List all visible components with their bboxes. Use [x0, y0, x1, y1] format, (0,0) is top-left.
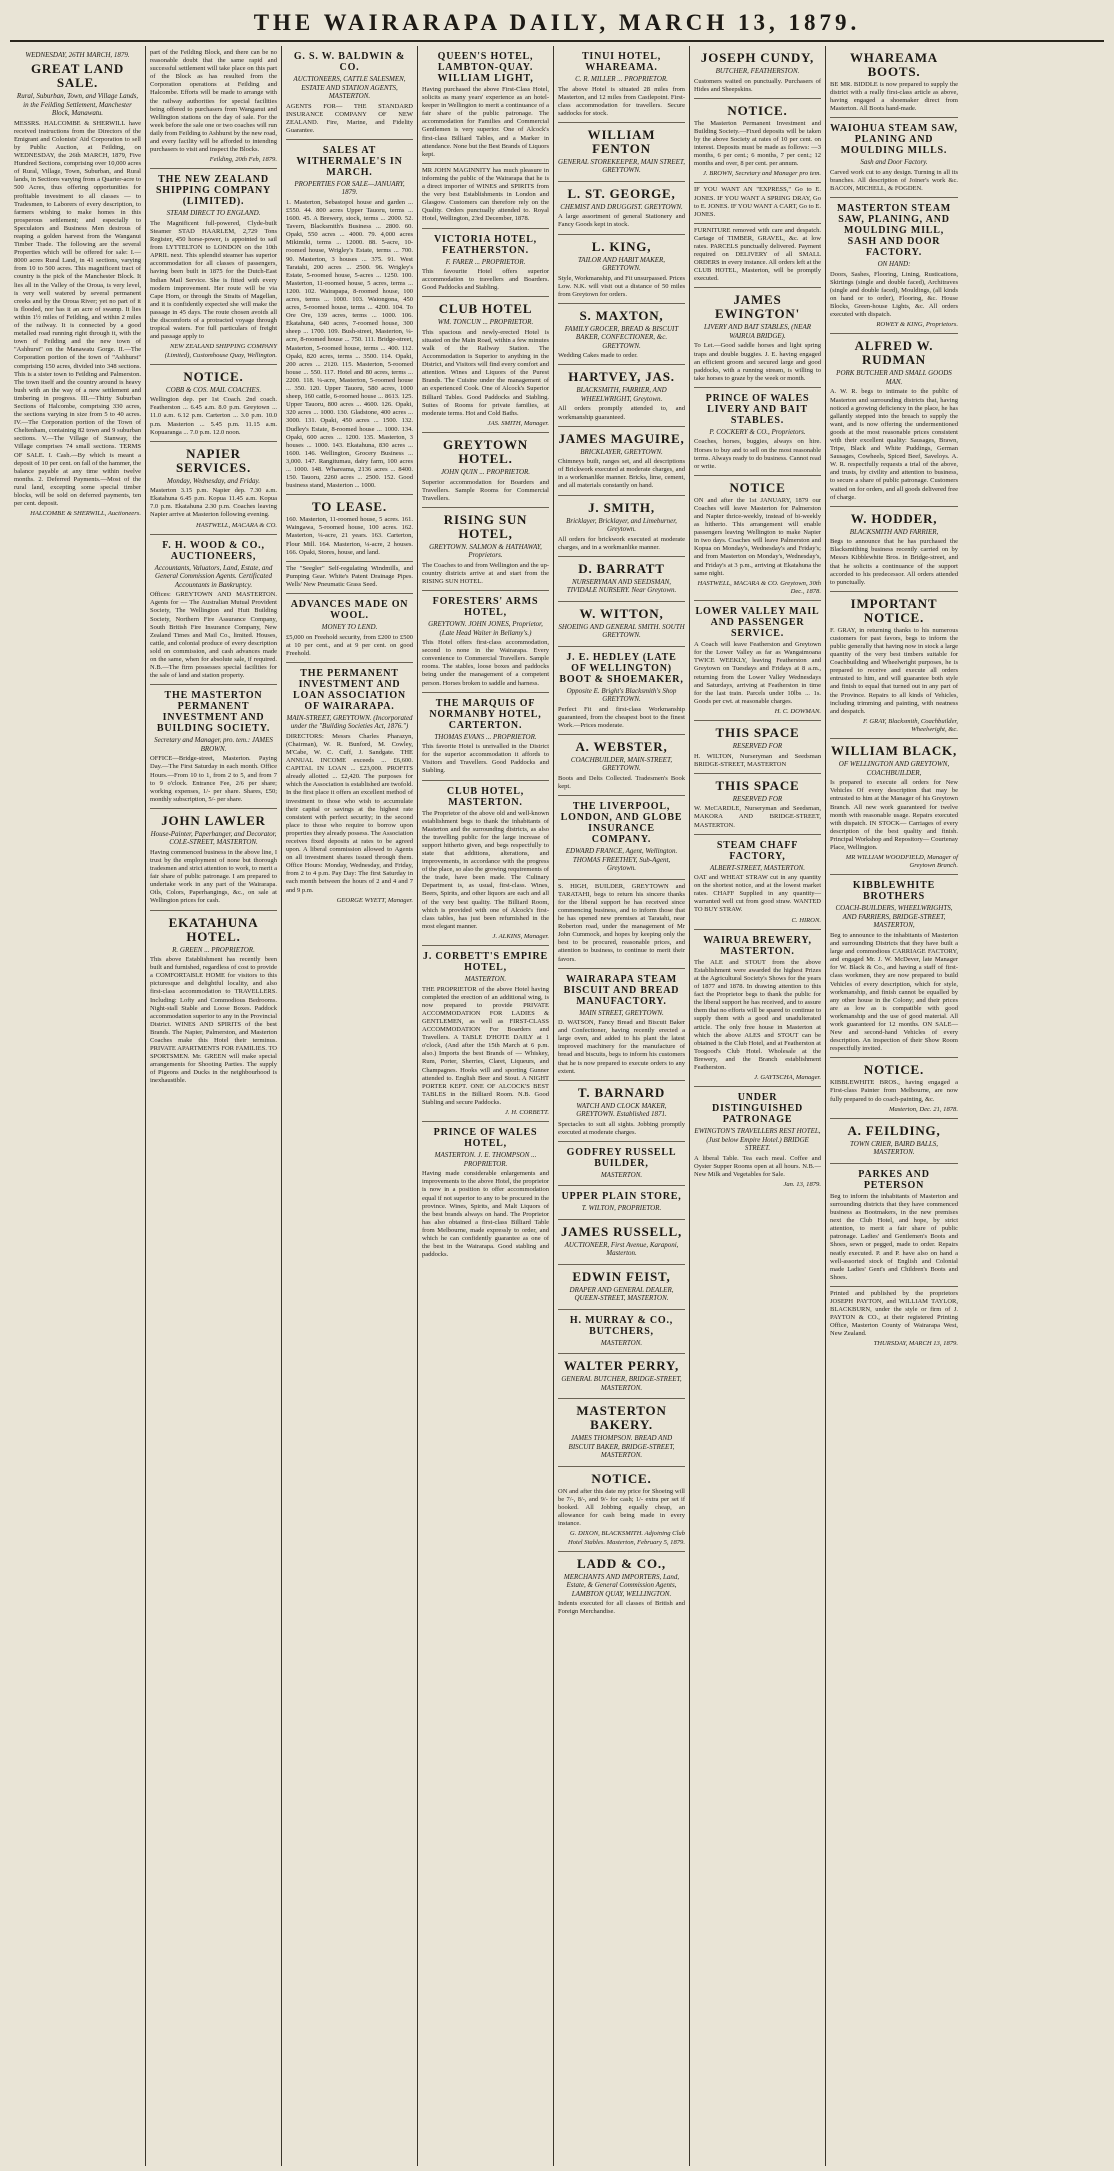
- ad-headline: UNDER DISTINGUISHED PATRONAGE: [712, 1092, 803, 1126]
- ad-body-text: Begs to announce that he has purchased the Blacksmithing business recently carried on by Messrs Kibblewhite Bros. in Bridge-street, and that he solicits a continuance of the support accorded to his predecessor. All orders attended to punctually.: [830, 538, 958, 586]
- advertisement: [150, 809, 277, 911]
- advertisement: [694, 183, 821, 223]
- ad-signature: THURSDAY, MARCH 13, 1879.: [873, 1340, 958, 1348]
- ad-headline: WAIOHUA STEAM SAW, PLANING AND MOULDING MILLS.: [830, 123, 958, 157]
- ad-body-text: MR JOHN MAGINNITY has much pleasure in informing the public of the Wairarapa that he is a direct importer of WINES and SPIRITS from the very best Establishments in London and Glasgow. Customers can therefore rely on the Quality. Orders punctually attended to. Royal Hotel, Wellington, 23rd December, 1878.: [422, 166, 549, 223]
- ad-subheading: Secretary and Manager, pro. tem.: JAMES BROWN.: [154, 736, 273, 753]
- ad-body-text: This favorite Hotel is unrivalled in the District for the superior accommodation it affords to Visitors and Travellers. Good Paddocks and Stabling.: [422, 743, 549, 775]
- ad-subheading: Rural, Suburban, Town, and Village Lands, in the Feilding Settlement, Manchester Block, Manawatu.: [16, 92, 139, 118]
- ad-subheading: TAILOR AND HABIT MAKER, GREYTOWN.: [577, 255, 666, 273]
- ad-body-text: Style, Workmanship, and Fit unsurpassed. Prices Low. N.K. will visit out a distance of 50 miles from Greytown for orders.: [558, 274, 685, 298]
- advertisement: [558, 427, 685, 496]
- ad-headline: NAPIER SERVICES.: [175, 445, 252, 475]
- ad-signature: G. DIXON, BLACKSMITH. Adjoining Club Hotel Stables. Masterton, February 5, 1879.: [567, 1530, 685, 1546]
- ad-body-text: Coaches, horses, buggies, always on hire. Horses to buy and to sell on the most reasonable terms. Always ready to do business. Cannot read or write.: [694, 438, 821, 470]
- ad-headline: TINUI HOTEL, WHAREAMA.: [581, 51, 662, 73]
- advertisement: [830, 198, 958, 334]
- ad-headline: J. SMITH,: [588, 499, 655, 515]
- ad-subheading: GENERAL STOREKEEPER, MAIN STREET, GREYTOWN.: [558, 157, 685, 175]
- ad-headline: NOTICE.: [863, 1062, 925, 1078]
- column-7: [826, 46, 962, 2166]
- ad-headline: RISING SUN HOTEL,: [443, 511, 528, 541]
- ad-signature: J. BROWN, Secretary and Manager pro tem.: [703, 170, 821, 178]
- advertisement: [694, 388, 821, 476]
- column-1: [10, 46, 146, 2166]
- advertisement: [150, 535, 277, 686]
- advertisement: [558, 123, 685, 182]
- ad-headline: G. S. W. BALDWIN & CO.: [293, 51, 406, 73]
- advertisement: [150, 685, 277, 809]
- advertisement: [694, 1087, 821, 1193]
- advertisement: [694, 224, 821, 289]
- advertisement: [558, 235, 685, 304]
- ad-subheading: BRICKLAYER, GREYTOWN.: [580, 447, 663, 456]
- ad-body-text: THE PROPRIETOR of the above Hotel having completed the erection of an additional wing, is now prepared to provide PRIVATE ACCOMMODATION FOR LADIES & GENTLEMEN, as well as FIRST-CLASS ACCOMMODATION For Boarders and Travellers. A TABLE D'HOTE DAILY at 1 o'clock, (And after the 15th March at 6 p.m. also.) Imports the best Brands of — Whiskey, Rum, Porter, Sherries, Claret, Liqueurs, and Champagnes. Hooks will and sporting Gunner attended to. English Beer and Stout. A NIGHT PORTER KEPT. ONE OF ALCOCK'S BEST TABLES in the Billiard Room. N.B. Good Stabling and secure Paddocks.: [422, 985, 549, 1106]
- ad-subheading: MASTERTON. J. E. THOMPSON ... PROPRIETOR.: [434, 1151, 537, 1168]
- advertisement: [422, 433, 549, 508]
- ad-subheading: P. COCKERY & CO., Proprietors.: [709, 427, 806, 436]
- ad-subheading: F. FARER ... PROPRIETOR.: [445, 257, 526, 266]
- advertisement: [694, 288, 821, 387]
- advertisement: [286, 663, 413, 909]
- ad-subheading: DRAPER AND GENERAL DEALER, QUEEN-STREET, MASTERTON.: [569, 1285, 674, 1303]
- ad-body-text: MESSRS. HALCOMBE & SHERWILL have received instructions from the Directors of the Emigrant and Colonists' Aid Corporation to sell by Public Auction, at Feilding, on WEDNESDAY, the 26th MARCH, 1879, Five Hundred Sections, comprising over 10,000 acres of Rural, Village, Town, Suburban, and Rural lands, in Sections varying from a Quarter-acre to 500 Acres, thus offering opportunities for profitable investment to all classes — to Tradesmen, to Laborers of every description, to farmers wishing to make homes in this prosperous settlement; and especially to Speculators and Business Men desirous of reaping a golden harvest from the Wanganui Timber Trade. The following are the several Properties which will be offered for sale: I.—8000 acres Rural Land, in 41 sections, varying from 10 to 500 acres. This magnificent tract of country is the pick of the Manchester Block. It lies all in the Valley of the Oroua, is very level, is very well watered by several permanent creeks and by the Oroua River; yet no part of it is flooded, nor has it an acre of swamp. It lies within 1½ miles of Feilding, and within 2 miles of the railway. It is connected by a good metalled road running right through it, with the town of Feilding and the new town of "Ashhurst" on the Manawatu Gorge. II.—The Corporation portion of the town of "Ashhurst" comprising 150 acres, divided into 348 sections. This is a sister town to Feilding and Palmerston. The town itself and the country around is heavy bush with an the way of a new settlement and timbering in progress. III.—Thirty Suburban Sections of Halcombe, comprising 330 acres, the sections varying in size from 5 to 40 acres. IV.—The Corporation portion of the Town of Cheltenham, containing 82 town and 9 suburban sections. V.—The Village of Stanway, the Village comprises 74 small sections. TERMS OF SALE. I. Cash.—By which is meant a deposit of 10 per cent. on fall of the hammer, the balance payable at any time within twelve months. 2. Deferred Payments.—Most of the rural land, excepting some special timber blocks, will be sold on deferred payments, ten per cent. deposit.: [14, 119, 141, 508]
- ad-subheading: TOWN CRIER, BAIRD BALLS, MASTERTON.: [850, 1139, 938, 1157]
- ad-headline: GREAT LAND SALE.: [30, 61, 125, 91]
- ad-subheading: MERCHANTS AND IMPORTERS, Land, Estate, & General Commission Agents, LAMBTON QUAY, WELLINGTON.: [563, 1572, 680, 1598]
- ad-body-text: Customers waited on punctually. Purchasers of Hides and Sheepskins.: [694, 77, 821, 93]
- advertisement: [558, 1552, 685, 1621]
- ad-body-text: The Masterton Permanent Investment and Building Society.—Fixed deposits will be taken by the above Society at rates of 10 per cent. on interest. Deposits must be made as follows: —3 months, 6 per cent.; 6 months, 7 per cent.; 12 months and over, 8 per cent. per annum.: [694, 119, 821, 168]
- ad-signature: J. H. CORBETT.: [504, 1109, 549, 1117]
- ad-headline: WALTER PERRY,: [563, 1358, 680, 1374]
- ad-subheading: JOHN QUIN ... PROPRIETOR.: [440, 468, 531, 477]
- ad-signature: J. GAYTSCHA, Manager.: [754, 1074, 821, 1082]
- ad-subheading: RESERVED FOR: [732, 794, 783, 803]
- ad-headline: T. BARNARD: [577, 1084, 666, 1100]
- ad-body-text: A. W. R. begs to intimate to the public of Masterton and surrounding districts that, having noticed a growing deficiency in the place, he has gallantly stepped into the breach to supply the want, and is now offering the undermentioned goods at the most reasonable prices consistent with their excellent quality: Sausages, Brawn, Tripe, Black and White Puddings, German Sausages, Cowheels, Spiced Beef, Saveloys. A. W. R. respectfully requests a trial of the above, and trusts, by civility and attention to business, to secure a share of public patronage. Customers waited on for orders, and all goods delivered free of charge.: [830, 388, 958, 501]
- ad-headline: JOSEPH CUNDY,: [700, 50, 815, 65]
- ad-headline: UPPER PLAIN STORE,: [561, 1191, 682, 1203]
- ad-subheading: AUCTIONEERS, CATTLE SALESMEN, ESTATE AND STATION AGENTS, MASTERTON.: [293, 75, 406, 100]
- advertisement: [150, 911, 277, 1090]
- ad-body-text: Perfect Fit and first-class Workmanship guaranteed, from the cheapest boot to the finest Work.—Prices moderate.: [558, 705, 685, 729]
- ad-subheading: C. R. MILLER ... PROPRIETOR.: [575, 75, 668, 83]
- advertisement: [694, 721, 821, 774]
- ad-signature: J. ALKINS, Manager.: [492, 932, 549, 940]
- advertisement: [558, 880, 685, 969]
- ad-subheading: FAMILY GROCER, BREAD & BISCUIT BAKER, CONFECTIONER, &c. GREYTOWN.: [564, 324, 679, 350]
- advertisement: [558, 969, 685, 1081]
- column-4: [418, 46, 554, 2166]
- ad-headline: JAMES MAGUIRE,: [558, 430, 685, 446]
- advertisement: [422, 508, 549, 591]
- ad-headline: WHAREAMA BOOTS.: [849, 50, 938, 79]
- ad-signature: NEW ZEALAND SHIPPING COMPANY (Limited), Customhouse Quay, Wellington.: [164, 343, 277, 359]
- ad-subheading: SHOEING AND GENERAL SMITH. SOUTH GREYTOWN.: [558, 622, 685, 640]
- ad-headline: EDWIN FEIST,: [572, 1268, 671, 1284]
- ad-subheading: COACH-BUILDERS, WHEELWRIGHTS, AND FARRIERS, BRIDGE-STREET, MASTERTON,: [835, 904, 953, 930]
- advertisement: [558, 1399, 685, 1467]
- ad-headline: THIS SPACE: [715, 725, 800, 741]
- ad-subheading: RESERVED FOR: [732, 742, 783, 751]
- ad-headline: JAMES RUSSELL,: [560, 1223, 682, 1239]
- ad-body-text: Printed and published by the proprietors JOSEPH PAYTON, and WILLIAM TAYLOR, BLACKBURN, under the style or firm of J. PAYTON & CO., at their registered Printing Office, Masterton County of Wairarapa West, New Zealand.: [830, 1289, 958, 1338]
- advertisement: [694, 835, 821, 930]
- ad-subheading: R. GREEN ... PROPRIETOR.: [172, 945, 255, 954]
- ad-headline: GODFREY RUSSELL BUILDER,: [566, 1146, 677, 1169]
- ad-body-text: Having commenced business in the above line, I trust by the employment of none but thorough tradesmen and strict attention to work, to merit a fair share of public patronage. I am prepared to undertake work in any part of the Wairarapa. Oils, Colors, Paperhangings, &c., on sale at Wellington prices for cash.: [150, 848, 277, 905]
- ad-signature: Masterton, Dec. 21, 1878.: [888, 1105, 958, 1113]
- ad-subheading: GREYTOWN. SALMON & HATHAWAY, Proprietors.: [429, 542, 542, 560]
- column-3: [282, 46, 418, 2166]
- advertisement: [286, 594, 413, 663]
- ad-headline: J. E. HEDLEY (LATE OF WELLINGTON) BOOT & SHOEMAKER,: [559, 651, 684, 685]
- advertisement: [558, 1310, 685, 1355]
- ad-headline: THE MARQUIS OF NORMANBY HOTEL, CARTERTON.: [429, 697, 542, 731]
- ad-body-text: FURNITURE removed with care and despatch. Cartage of TIMBER, GRAVEL, &c. at low rates. PARCELS punctually delivered. Payment required on DELIVERY of all SMALL ORDERS in every instance. All orders left at the CLUB HOTEL, Masterton, will be promptly executed.: [694, 226, 821, 283]
- ad-body-text: 160. Masterton, 11-roomed house, 5 acres. 161. Waingawa, 5-roomed house, 100 acres. 162. Masterton, ¼-acre, 21 years. 163. Carterton, Flour Mill. 164. Masterton, ¼-acre, 2 houses. 166. Opaki, Stores, house, and land.: [286, 516, 413, 556]
- ad-subheading: ON HAND:: [877, 260, 911, 269]
- ad-body-text: All orders promptly attended to, and workmanship guaranteed.: [558, 405, 685, 421]
- ad-subheading: LIVERY AND BAIT STABLES, (NEAR WAIRUA BRIDGE).: [703, 323, 811, 340]
- ad-headline: A. WEBSTER,: [575, 738, 668, 754]
- advertisement: [830, 46, 958, 118]
- ad-body-text: Offices: GREYTOWN AND MASTERTON. Agents for — The Australian Mutual Provident Society, The Wellington and Hutt Building Society, Northern Fire Assurance Company, South British Fire Insurance Company, New Zealand Times and Mail Co., limited. Houses, cattle, and colonial produce of every description sold on commission, and cash advances made on the same, when for absolute sale, if required. N.B.—The firm possesses special facilities for the sale of land and station property.: [150, 591, 277, 680]
- ad-dateline: WEDNESDAY, 26TH MARCH, 1879.: [25, 51, 130, 59]
- ad-subheading: PROPERTIES FOR SALE—JANUARY, 1879.: [294, 179, 405, 197]
- ad-subheading: T. WILTON, PROPRIETOR.: [581, 1204, 662, 1213]
- ad-headline: ADVANCES MADE ON WOOL.: [290, 599, 409, 621]
- ad-subheading: Monday, Wednesday, and Friday.: [166, 476, 261, 485]
- advertisement: [830, 118, 958, 198]
- advertisement: [830, 739, 958, 875]
- ad-signature: F. GRAY, Blacksmith, Coachbuilder, Wheelwright, &c.: [862, 717, 958, 734]
- advertisement: [830, 592, 958, 739]
- column-2: [146, 46, 282, 2166]
- advertisement: [694, 476, 821, 601]
- ad-signature: GEORGE WYETT, Manager.: [336, 896, 413, 904]
- ad-body-text: Indents executed for all classes of British and Foreign Merchandise.: [558, 1600, 685, 1616]
- ad-body-text: F. GRAY, in returning thanks to his numerous customers for past favors, begs to inform the public generally that having now in stock a large quantity of the very best timbers suitable for Coachbuilding and Wheelwright purposes, he is prepared to receive and execute all orders entrusted to him, and will guarantee both style and finish to equal that turned out in any part of the Province. Repairs to all kinds of Vehicles, including trimming and painting, with neatness and despatch.: [830, 626, 958, 715]
- ad-body-text: IF YOU WANT AN "EXPRESS," Go to E. JONES. IF YOU WANT A SPRING DRAY, Go to E. JONES. IF YOU WANT A CART, Go to E. JONES.: [694, 186, 821, 218]
- ad-headline: VICTORIA HOTEL, FEATHERSTON.: [434, 233, 537, 256]
- ad-body-text: Masterton 3.15 p.m. Napier dep. 7.30 a.m. Ekatahuna 6.45 p.m. Kopua 11.45 a.m. Kopua 7.0 p.m. Ekatahuna 2.30 p.m. Coaches leaving Napier arrive at Masterton following evening.: [150, 487, 277, 519]
- ad-headline: D. BARRATT: [578, 560, 665, 576]
- ad-body-text: Boots and Delts Collected. Tradesmen's Book kept.: [558, 774, 685, 791]
- advertisement: [286, 495, 413, 561]
- ad-headline: WAIRUA BREWERY, MASTERTON.: [703, 934, 812, 957]
- ad-subheading: MASTERTON.: [600, 1338, 643, 1347]
- ad-headline: SALES AT WITHERMALE'S IN MARCH.: [296, 144, 403, 178]
- ad-headline: TO LEASE.: [312, 499, 387, 515]
- ad-body-text: OAT and WHEAT STRAW cut in any quantity on the shortest notice, and at the lowest market rates. CHAFF Supplied in any quantity—warranted well cut from good straw. WANTED TO BUY STRAW.: [694, 874, 821, 914]
- ad-body-text: D. WATSON, Fancy Bread and Biscuit Baker and Confectioner, having recently erected a large oven, and added to his plant the latest improved machinery for the manufacture of bread and biscuits, begs to inform his customers that he is now prepared to execute orders to any extent.: [558, 1019, 685, 1075]
- ad-headline: NOTICE.: [183, 368, 244, 384]
- ad-headline: L. ST. GEORGE,: [567, 185, 676, 201]
- advertisement: [558, 602, 685, 647]
- advertisement: [14, 46, 141, 522]
- ad-headline: THE NEW ZEALAND SHIPPING COMPANY (LIMITED).: [155, 174, 272, 208]
- ad-headline: PRINCE OF WALES LIVERY AND BAIT STABLES.: [705, 392, 810, 426]
- ad-body-text: The "Seegler" Self-regulating Windmills, and Pumping Gear. White's Patent Drainage Pipes. Wells' New Pneumatic Grass Seed.: [286, 564, 413, 588]
- ad-headline: EKATAHUNA HOTEL.: [168, 914, 259, 944]
- ad-headline: HARTVEY, JAS.: [568, 369, 675, 385]
- advertisement: [830, 1058, 958, 1118]
- ad-headline: MASTERTON STEAM SAW, PLANING, AND MOULDING MILL, SASH AND DOOR FACTORY.: [837, 203, 951, 259]
- ad-body-text: The Proprietor of the above old and well-known establishment begs to thank the inhabitants of Masterton and the surrounding districts, as also the travelling public for the large increase of support hitherto given, and begs respectfully to state that additions, alterations, and improvements, in accordance with the progress of the place, so also the growing requirements of the trade, have been made. The Culinary Department is, as usual, first-class. Wines, Beers, Spirits, and other liquors are each and all of the very best quality. The Billiard Room, which is provided with one of Alcock's first-class tables, has just been refurnished in the most elegant manner.: [422, 809, 549, 930]
- ad-subheading: MASTERTON.: [464, 975, 507, 984]
- ad-body-text: To Let.—Good saddle horses and light spring traps and double buggies. J. E. having engaged an efficient groom and secured large and good paddocks, with a running stream, is willing to take horses to graze by the week or month.: [694, 342, 821, 382]
- ad-subheading: STEAM DIRECT TO ENGLAND.: [166, 209, 261, 218]
- advertisement: [422, 46, 549, 164]
- ad-body-text: AGENTS FOR— THE STANDARD INSURANCE COMPANY OF NEW ZEALAND. Fire, Marine, and Fidelity Guarantee.: [286, 102, 413, 134]
- ad-subheading: PORK BUTCHER AND SMALL GOODS MAN.: [836, 369, 952, 386]
- ad-headline: QUEEN'S HOTEL, LAMBTON-QUAY. WILLIAM LIGHT,: [437, 51, 534, 84]
- ad-headline: A. FEILDING,: [847, 1122, 941, 1138]
- ad-body-text: A liberal Table. Tea each meal. Coffee and Oyster Supper Rooms open at all hours. N.B.—New Milk and Vegetables for Sale.: [694, 1154, 821, 1178]
- ad-headline: THE PERMANENT INVESTMENT AND LOAN ASSOCIATION OF WAIRARAPA.: [293, 667, 406, 712]
- ad-subheading: JAMES THOMPSON. BREAD AND BISCUIT BAKER, BRIDGE-STREET, MASTERTON.: [568, 1434, 675, 1460]
- ad-subheading: MASTERTON.: [600, 1170, 643, 1179]
- ad-body-text: This spacious and newly-erected Hotel is situated on the Main Road, within a few minutes walk of the Railway Station. The Accommodation is Superior to anything in the District, and Visitors will find every comfort and attention. Wines and Liquors of the Purest Brands. The Cuisine under the management of an experienced Cook. One of Alcock's Superior Billiard Tables. Good Paddocks and Stabling. Suites of Rooms for private families, at moderate terms. Hot and Cold Baths.: [422, 328, 549, 417]
- ad-subheading: CHEMIST AND DRUGGIST. GREYTOWN.: [560, 202, 683, 211]
- ad-subheading: BUTCHER, FEATHERSTON.: [715, 67, 800, 75]
- ad-signature: HASTWELL, MACARA & CO. Greytown, 30th Dec., 1878.: [697, 579, 821, 595]
- advertisement: [286, 46, 413, 140]
- advertisement: [286, 140, 413, 495]
- ad-body-text: This favourite Hotel offers superior accommodation to travellers and Boarders. Good Paddocks and Stabling.: [422, 268, 549, 292]
- advertisement: [694, 774, 821, 835]
- advertisement: [558, 182, 685, 235]
- ad-headline: S. MAXTON,: [579, 307, 664, 323]
- advertisement: [558, 647, 685, 735]
- ad-headline: NOTICE: [729, 479, 786, 495]
- advertisement: [150, 169, 277, 364]
- ad-headline: W. WITTON,: [579, 605, 664, 621]
- advertisement: [422, 229, 549, 298]
- ad-body-text: H. WILTON, Nurseryman and Seedsman BRIDGE-STREET, MASTERTON: [694, 752, 821, 768]
- ad-headline: JOHN LAWLER: [161, 812, 266, 828]
- ad-body-text: Doors, Sashes, Flooring, Lining, Rustications, Skirtings (single and double faced), Architraves (single and double faced), Mouldings, (all kinds on hand or to order), Flooring, &c. House Blocks, Green-house Lights, &c. All orders executed with dispatch.: [830, 270, 958, 319]
- ad-headline: MASTERTON BAKERY.: [576, 1403, 667, 1433]
- ad-subheading: ALBERT-STREET, MASTERTON.: [709, 863, 806, 872]
- ad-body-text: A large assortment of general Stationery and Fancy Goods kept in stock.: [558, 213, 685, 229]
- ad-subheading: THOMAS EVANS ... PROPRIETOR.: [434, 732, 537, 741]
- ad-headline: IMPORTANT NOTICE.: [850, 595, 938, 625]
- ad-body-text: Is prepared to execute all orders for New Vehicles Of every description that may be entrusted to him at the Manager of his Greytown Branch. All new work guaranteed for twelve month with reasonable usage. Repairs executed with dispatch. IN STOCK— Carriages of every description of the best quality and finish. Principal Workshop and Repository— Courtenay Place, Wellington.: [830, 779, 958, 851]
- ad-body-text: This Hotel offers first-class accommodation, second to none in the Wairarapa. Every convenience to Commercial Travellers. Sample rooms. The stables, loose boxes and paddocks being under the management of a competent person. Horses broken to saddle and harness.: [422, 639, 549, 687]
- ad-body-text: ON and after this date my price for Shoeing will be 7/-, 8/-, and 9/- for cash; 1/- extra per set if booked. All Jobbing equally cheap, an allowance for cash being made in every instance.: [558, 1487, 685, 1528]
- advertisement: [422, 1122, 549, 1263]
- ad-subheading: House-Painter, Paperhanger, and Decorator, COLE-STREET, MASTERTON.: [150, 829, 277, 847]
- advertisement: [830, 875, 958, 1058]
- advertisement: [558, 46, 685, 123]
- advertisement: [694, 601, 821, 721]
- ad-headline: W. HODDER,: [850, 510, 938, 526]
- ad-body-text: The ALE and STOUT from the above Establishment were awarded the highest Prizes at the Agricultural Society's Shows for the years of 1877 and 1878. In drawing attention to this fact the Proprietor begs to thank the public for the liberal support he has received, and to assure them that no efforts will be spared to continue to supply them with a good and unadulterated article. The only free house in Masterton at which the above ALES and STOUT can be obtained is the Club Hotel, and at Featherston at Toogood's Club Hotel. Wholesale at the Brewery, and the Branch establishment Featherston.: [694, 958, 821, 1071]
- ad-headline: F. H. WOOD & CO., AUCTIONEERS,: [162, 539, 265, 562]
- ad-subheading: AUCTIONEER, First Avenue, Karaponi, Masterton.: [564, 1240, 679, 1258]
- advertisement: [422, 946, 549, 1122]
- ad-headline: GREYTOWN HOTEL.: [443, 437, 528, 467]
- advertisement: [558, 796, 685, 880]
- ad-headline: CLUB HOTEL, MASTERTON.: [446, 785, 525, 808]
- ad-subheading: MONEY TO LEND.: [321, 623, 378, 631]
- ad-signature: C. HIRON.: [791, 916, 821, 924]
- ad-body-text: £5,000 on Freehold security, from £200 to £500 at 10 per cent., and at 9 per cent. on good Freehold.: [286, 633, 413, 657]
- advertisement: [694, 46, 821, 99]
- ad-body-text: All orders for brickwork executed at moderate charges, and in a workmanlike manner.: [558, 535, 685, 551]
- masthead: [10, 8, 1104, 42]
- ad-signature: HASTWELL, MACARA & CO.: [195, 521, 277, 529]
- advertisement: [558, 365, 685, 426]
- ad-body-text: S. HIGH, BUILDER, GREYTOWN and TARATAHI, begs to return his sincere thanks for the liberal support he has received since commencing business, and to inform those that he has opened new premises at Taratahi, near Roberton road, under the management of Mr John Cummock, and hopes by keeping only the best to be procured, reasonable prices, and attention to business, to continue to merit their favors.: [558, 882, 685, 963]
- ad-headline: WILLIAM BLACK,: [830, 743, 958, 759]
- ad-body-text: The above Hotel is situated 28 miles from Masterton, and 12 miles from Castlepoint. First-class accommodation for travellers. Secure saddocks for stock.: [558, 85, 685, 117]
- advertisement: [422, 591, 549, 693]
- advertisement: [422, 164, 549, 229]
- ad-signature: HALCOMBE & SHERWILL, Auctioneers.: [30, 510, 141, 518]
- ad-headline: NOTICE.: [727, 102, 788, 118]
- ad-subheading: WM. TONCUN ... PROPRIETOR.: [437, 318, 534, 327]
- ad-body-text: DIRECTORS: Messrs Charles Pharazyn, (Chairman), W. R. Bunford, M. Cowley, M'Cabe, W. C. Cuff, J. Sandgate. THE ANNUAL INCOME exceeds ... £6,600. CAPITAL IN LOAN ... £23,000. PROFITS already allotted ... £2,420. The purposes for which the Association is established are twofold. In the first place it offers an excellent method of investment to those who wish to accumulate their capital or savings at the highest rate consistent with perfect security; in the second place to those who require to borrow upon properties they already possess. The Association receives fixed deposits at rates to be agreed upon. A liberal commission allowed to Agents on all investment shares issued through them. Office Hours: Monday, Wednesday, and Friday, from 2 to 4 p.m. Pay Day: The first Saturday in each month between the hours of 2 and 4 and 7 and 9 p.m.: [286, 732, 413, 894]
- ad-subheading: BLACKSMITH, FARRIER, AND WHEELWRIGHT, Greytown.: [576, 386, 667, 403]
- advertisement: [558, 1220, 685, 1265]
- ad-body-text: The Coaches to and from Wellington and the up-country districts arrive at and start from the RISING SUN HOTEL.: [422, 561, 549, 585]
- ad-headline: LOWER VALLEY MAIL AND PASSENGER SERVICE.: [695, 606, 820, 640]
- ad-body-text: Beg to announce to the inhabitants of Masterton and surrounding Districts that they have built a large and commodious CARRIAGE FACTORY, and engaged Mr. J. W. McDever, late Manager for W. Black & Co., and having a staff of first-class workmen, they are now prepared to build Vehicles of every description, which for style, workmanship, and finish cannot be equalled by any other house in the Colony; and their prices are as low as is compatible with good workmanship and the use of good material. All work guaranteed for 12 months. ON SALE—New and second-hand Vehicles of every description. An inspection of their Show Room respectfully invited.: [830, 931, 958, 1053]
- newspaper-title: THE WAIRARAPA DAILY, MARCH 13, 1879.: [253, 10, 861, 35]
- ad-headline: PRINCE OF WALES HOTEL,: [433, 1127, 538, 1150]
- ad-headline: H. MURRAY & CO., BUTCHERS,: [569, 1314, 674, 1337]
- ad-headline: JAMES EWINGTON': [715, 292, 800, 322]
- column-6: [690, 46, 826, 2166]
- advertisement: [558, 496, 685, 557]
- ad-subheading: Bricklayer, Bricklayer, and Limeburner, Greytown.: [566, 516, 677, 533]
- ad-body-text: Spectacles to suit all sights. Jobbing promptly executed at moderate charges.: [558, 1120, 685, 1136]
- advertisement: [150, 365, 277, 442]
- ad-headline: WAIRARAPA STEAM BISCUIT AND BREAD MANUFACTORY.: [563, 973, 680, 1007]
- ad-headline: THE MASTERTON PERMANENT INVESTMENT AND BUILDING SOCIETY.: [156, 690, 271, 735]
- ad-body-text: Wedding Cakes made to order.: [558, 352, 638, 360]
- advertisement: [694, 99, 821, 184]
- advertisement: [422, 297, 549, 433]
- ad-body-text: W. McCARDLE, Nurseryman and Seedsman, MAKORA AND BRIDGE-STREET, MASTERTON.: [694, 805, 821, 829]
- ad-body-text: This above Establishment has recently been built and furnished, regardless of cost to provide a COMFORTABLE HOME for visitors to this picturesque and delightful locality, and also first-class accommodation to TRAVELLERS. Including: Lofty and Commodious Bedrooms. Night-stall Stable and Loose Boxes. Paddock accommodation superior to any in the Provincial District. WINES AND SPIRITS of the best Brands. The Napier, Palmerston, and Masterton Coaches make this Hotel their terminus. PRIVATE APARTMENTS FOR FAMILIES. TO SPORTSMEN. Mr. GREEN will make special arrangements for Shooting Parties. The supply of Pigeons and Ducks in the neighbourhood is inexhaustible.: [150, 956, 277, 1085]
- advertisement: [422, 693, 549, 781]
- ad-subheading: EWINGTON'S TRAVELLERS REST HOTEL, (Just below Empire Hotel.) BRIDGE STREET.: [694, 1127, 821, 1153]
- ad-subheading: OF WELLINGTON AND GREYTOWN, COACHBUILDER,: [838, 760, 950, 777]
- ad-subheading: GENERAL BUTCHER, BRIDGE-STREET, MASTERTON.: [561, 1375, 682, 1392]
- advertisement: [150, 442, 277, 535]
- ad-body-text: Chimneys built, ranges set, and all descriptions of Brickwork executed at moderate charges, and in a workmanlike manner. Bricks, lime, cement, and all materials constantly on hand.: [558, 458, 685, 490]
- ad-headline: KIBBLEWHITE BROTHERS: [852, 880, 936, 903]
- ad-headline: FORESTERS' ARMS HOTEL,: [432, 596, 539, 619]
- ad-signature: H. C. DOWMAN.: [774, 707, 821, 715]
- ad-headline: J. CORBETT'S EMPIRE HOTEL,: [423, 951, 548, 974]
- ad-body-text: The Magnificent full-powered, Clyde-built Steamer STAD HAARLEM, 2,729 Tons Register, 450 horse-power, is appointed to sail from LYTTELTON to LONDON on the 10th APRIL next. This splendid steamer has superior accommodation for all classes of passengers, having been built in 1875 for the Dutch-East Indian Mail Service. She is fitted with every modern improvement. Her route will be via Cape Horn, or through the Straits of Magellan, and it is confidently expected she will make the passage in 45 days. The route chosen avoids all the discomforts of a protracted voyage through tropical waters. For full particulars of freight and passage apply to: [150, 219, 277, 341]
- ad-body-text: Superior accommodation for Boarders and Travellers. Sample Rooms for Commercial Travellers.: [422, 478, 549, 502]
- advertisement: [694, 930, 821, 1088]
- ad-headline: THE LIVERPOOL, LONDON, AND GLOBE INSURANCE COMPANY.: [560, 801, 683, 846]
- ad-headline: CLUB HOTEL: [438, 301, 533, 317]
- ad-signature: JAS. SMITH, Manager.: [487, 419, 549, 427]
- ad-headline: WILLIAM FENTON: [587, 126, 656, 156]
- ad-signature: Feilding, 20th Feb, 1879.: [209, 156, 277, 164]
- ad-subheading: Accountants, Valuators, Land, Estate, and General Commission Agents. Certificated Accountants in Bankruptcy.: [154, 563, 273, 589]
- ad-body-text: OFFICE—Bridge-street, Masterton. Paying Day.—The First Saturday in each month. Office Hours.—From 10 to 1, from 2 to 5, and from 7 to 9 o'clock. Entrance Fee, 2/6 per share; working expenses, 1/- per share. Shares, £50; monthly subscription, 5/- per share.: [150, 755, 277, 803]
- advertisement: [150, 46, 277, 169]
- ad-body-text: Carved work cut to any design. Turning in all its branches. All description of Joiner's work &c. BACON, MICHELL, & FOGDEN.: [830, 168, 958, 193]
- ad-signature: ROWEY & KING, Proprietors.: [876, 321, 958, 329]
- advertisement: [558, 557, 685, 602]
- advertisement: [830, 1287, 958, 1353]
- ad-body-text: A Coach will leave Featherston and Greytown for the Lower Valley as far as Wangaimoana TWICE WEEKLY, leaving Featherston and Greytown on Tuesdays and Fridays at 8 a.m., returning from the Lower Valley Wednesdays and Saturdays, arriving at Featherston in time for the last train. Parcels under 10lbs ... 1s. Goods per cwt. at reasonable charges.: [694, 641, 821, 705]
- advertisement: [558, 1081, 685, 1142]
- ad-headline: LADD & CO.,: [577, 1555, 666, 1571]
- ad-subheading: WATCH AND CLOCK MAKER, GREYTOWN. Established 1871.: [576, 1101, 667, 1119]
- advertisement: [286, 562, 413, 594]
- advertisement: [558, 1186, 685, 1220]
- ad-headline: NOTICE.: [591, 1470, 652, 1486]
- ad-subheading: GREYTOWN. JOHN JONES, Proprietor, (Late Head Waiter in Bellamy's.): [428, 620, 543, 637]
- column-5: [554, 46, 690, 2166]
- ad-subheading: NURSERYMAN AND SEEDSMAN, TIVIDALE NURSERY. Near Greytown.: [566, 577, 677, 595]
- ad-subheading: Opposite E. Bright's Blacksmith's Shop GREYTOWN.: [566, 686, 677, 704]
- advertisement: [422, 781, 549, 947]
- advertisement: [558, 1467, 685, 1552]
- advertisement: [830, 1164, 958, 1287]
- ad-subheading: COACHBUILDER, MAIN-STREET, GREYTOWN.: [570, 755, 673, 773]
- ad-signature: Jan. 13, 1879.: [783, 1181, 821, 1189]
- ad-headline: L. KING,: [591, 238, 652, 254]
- ad-body-text: Having made considerable enlargements and improvements to the above Hotel, the proprietor is now in a position to offer accommodation equal if not superior to any to be procured in the province. Wines, Spirits, and Malt Liquors of the best brands always on hand. The Proprietor has also obtained a first-class Billiard Table from Melbourne, made expressly to order, and which he can confidently guarantee as one of the best in the Wairarapa. Good stabling and paddocks.: [422, 1170, 549, 1259]
- ad-body-text: KIBBLEWHITE BROS., having engaged a First-class Painter from Melbourne, are now fully prepared to do coach-painting, &c.: [830, 1079, 958, 1103]
- ad-body-text: Having purchased the above First-Class Hotel, solicits as many years' experience as an hotel-keeper in Wellington to merit a continuance of a fair share of the public patronage. The accommodation for Families and Commercial Gentlemen is very superior. One of Alcock's first-class Billiard Tables, and a Marker in attendance. None but the Best Brands of Liquors kept.: [422, 86, 549, 158]
- ad-headline: STEAM CHAFF FACTORY,: [716, 839, 799, 862]
- advertisement: [558, 304, 685, 366]
- ad-body-text: Beg to inform the inhabitants of Masterton and surrounding districts that they have commenced business as Bootmakers, in the new premises next the Club Hotel, and hope, by strict attention, to merit a fair share of public patronage. Ladies' and Gentlemen's Boots and Shoes, sewn or pegged, made to order. Repairs neatly executed. P. and P. have also on hand a well-assorted stock of English and Colonial made Ladies' Gent's and Children's Boots and Shoes.: [830, 1192, 958, 1281]
- ad-columns: [10, 46, 1104, 2166]
- ad-subheading: MAIN-STREET, GREYTOWN. (Incorporated under the "Building Societies Act, 1876."): [286, 713, 413, 731]
- advertisement: [830, 334, 958, 506]
- ad-body-text: part of the Feilding Block, and there can be no reasonable doubt that the same rapid and successful settlement will take place on this part of the Block as has resulted from the Corporation operations at Feilding and Halcombe. Efforts will be made to arrange with the railway authorities for special facilities being offered to purchasers from Wanganui and Wellington stations on the day of sale. For the week before the sale one or two coaches will run daily from Feilding to Ashhurst by the new road, and every facility will be afforded to intending purchasers to visit and inspect the Blocks.: [150, 49, 277, 154]
- ad-subheading: Sash and Door Factory.: [860, 158, 928, 167]
- ad-body-text: Wellington dep. per 1st Coach. 2nd coach. Featherston ... 6.45 a.m. 8.0 p.m. Greytown ... 11.0 a.m. 6.12 p.m. Carterton ... 3.0 p.m. 10.0 p.m. Masterton ... 5.45 p.m. 11.15 a.m. Kopuaranga ... 7.0 p.m. 12.0 noon.: [150, 396, 277, 436]
- advertisement: [558, 1142, 685, 1187]
- ad-headline: THIS SPACE: [715, 777, 800, 793]
- ad-body-text: ON and after the 1st JANUARY, 1879 our Coaches will leave Masterton for Palmerston and Napier thrice-weekly, instead of bi-weekly as hitherto. This arrangement will enable passengers leaving Wellington to make Napier in two days. Coaches will leave Palmerston and Kopua on Monday's, Wednesday's and Friday's; and from Masterton on Monday's, Wednesday's, and Friday's at 3 p.m., arriving at Ekatahuna the same night.: [694, 496, 821, 577]
- ad-subheading: COBB & COS. MAIL COACHES.: [165, 385, 262, 394]
- ad-headline: PARKES AND PETERSON: [858, 1168, 930, 1191]
- ad-subheading: EDWARD FRANCE, Agent, Wellington. THOMAS FREETHEY, Sub-Agent, Greytown.: [565, 847, 678, 873]
- advertisement: [830, 507, 958, 592]
- advertisement: [558, 1265, 685, 1310]
- ad-signature: MR WILLIAM WOODFIELD, Manager of Greytown Branch.: [845, 854, 958, 870]
- advertisement: [558, 735, 685, 796]
- ad-subheading: MAIN STREET, GREYTOWN.: [579, 1008, 664, 1017]
- ad-body-text: 1. Masterton, Sebastopol house and garden ... £550. 44. 800 acres Upper Tauoru, terms ... 1600. 45. A Brewery, stock, terms ... 2000. 52. Tavern, Blacksmith's Business ... 2800. 60. Opaki, 550 acres ... 4000. 79. 4,000 acres Mikimiki, terms ... 12000. 88. 5-acre, 10-roomed house, Wrigley's Estate, terms ... 700. 90. Masterton, 3 houses ... 375. 91. West Taratahi, 200 acres ... 2500. 96. Wrigley's Estate, 5-roomed house, 5-acres ... 1250. 100. Masterton, 11-roomed house, 5 acres, terms ... 1200. 102. Wairapapa, 8-roomed house, 100 acres, terms ... 1000. 103. Waiongona, 450 acres, 5-roomed house, terms ... 4200. 104. To Ore Ore, 139 acres, terms ... 1000. 106. Ekatahuna, 640 acres, 7-roomed house, 300 sheep ... 1700. 109. Bush-street, Masterton, ¼-acre, 8-roomed house ... 750. 111. Bridge-street, Masterton, 5-roomed house, terms ... 400. 112. Opaki, 820 acres, terms ... 3500. 114. Opaki, 200 acres ... 2120. 115. Masterton, 5-roomed house ... 550. 117. Hotel and 80 acres, terms ... 2200. 118. ¼-acre, Masterton, 5-roomed house ... 350. 120. Upper Tauoru, 580 acres, 1000 sheep, 160 cattle, 6-roomed house ... 8613. 125. Upper Tauoru, 800 acres ... 4600. 126. Opaki, 320 acres ... 1000. 130. Gladstone, 400 acres ... 3000. 131. Opaki, 450 acres ... 1500. 132. Dudley's Estate, 8-roomed house ... 1000. 134. Opaki, 600 acres ... 1200. 135. Masterton, 3 houses ... 1000. 143. Ekatahuna, 830 acres ... 1600. 146. Wellington, Grocery Business ... 3,000. 147. Rangitumau, dairy farm, 100 acres ... 1000. 148. Whareama, 2136 acres ... 8400. 150. Tauoru, 2260 acres ... 2500. 152. Good business stand, Masterton ... 1000.: [286, 198, 413, 490]
- ad-body-text: BE MR. BIDDLE is now prepared to supply the district with a really first-class article as above, having engaged a shoemaker direct from Masterton. All Boots hand-made.: [830, 81, 958, 113]
- ad-headline: ALFRED W. RUDMAN: [854, 338, 934, 368]
- ad-subheading: BLACKSMITH AND FARRIER,: [849, 527, 939, 536]
- advertisement: [830, 1119, 958, 1164]
- advertisement: [558, 1354, 685, 1399]
